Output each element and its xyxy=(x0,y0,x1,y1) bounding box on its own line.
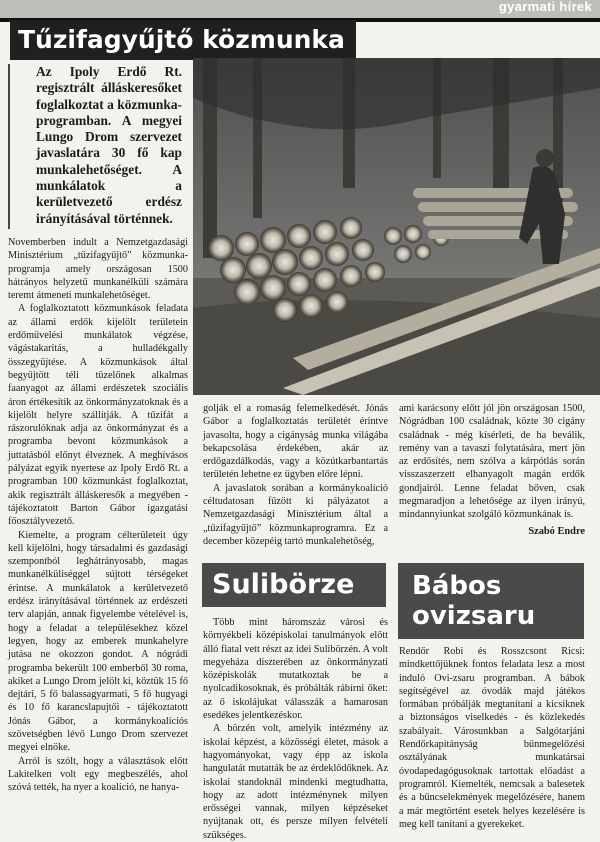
paragraph: Arról is szólt, hogy a választások előtt Lakitelken volt egy megbeszélés, ahol szóvá tették, ha nyer a koalíció, ne hanya- xyxy=(8,755,188,794)
paragraph: Novemberben indult a Nemzetgazdasági Minisztérium „tűzifagyűjtő” közmunka-programja amely országosan 1500 hátrányos helyzetű munkanélküli számára teremt átmeneti munkalehetőséget. xyxy=(8,237,188,302)
article-title-babos-ovizsaru xyxy=(398,563,584,639)
paragraph: golják el a romaság felemelkedését. Jónás Gábor a foglalkoztatás területét érintve javasolta, hogy a cigányság munka világába bekapcsolása érdekében, akár az erdőgazdálkodás, vagy a közútkarbantartás területén lehetne ez ügyben előre lépni. xyxy=(203,403,388,481)
paragraph: A foglalkoztatott közmunkások feladata az állami erdők kijelölt területein erdőművelési munkálatok végzése, vágástakarítás, a hulladékgally összegyűjtése. A közmunkások által begyűjtött téli tüzelőnek alkalmas faanyagot az állami erdészetek szociális áron értékesítik az önkormányzatoknak és a kijelölt helyre szállítják. A tűzifát a rászorulóknak adja az önkormányzat és a programba bevont közmunkások a juttatásból előnyt élveznek. A meghívásos pályázat egyik nyertese az Ipoly Erdő Rt. a programban 100 közmunkást foglalkoztat, akik regisztrált álláskeresők a megyében - tájékoztatott Barton Gábor igazgatási főosztályvezető. xyxy=(8,303,188,528)
article1-column-3 xyxy=(399,402,585,538)
article-photo xyxy=(193,58,600,395)
paragraph: Több mint háromszáz városi és környékbeli középiskolai tanulmányok előtt álló fiatal vett részt az idei Sulibörzén. A volt megyeháza díszterében az önkormányzati középiskolák mutatkoztak be a nyolcadikosoknak, és próbálták rábírni őket: az ő iskolájukat válasszák a hamarosan esedékes jelentkezéskor. xyxy=(203,617,388,722)
logs-photo-illustration xyxy=(193,58,600,395)
article-lead xyxy=(8,64,188,229)
top-bar xyxy=(0,0,600,18)
paragraph: Kiemelte, a program célterületeit úgy kell kijelölni, hogy társadalmi és gazdasági szempontból leghátrányosabb, magas munkanélküliséggel sújtott térségeket érintse. A munkálatok a kerületvezető erdész irányításával történnek az erdészeti terv alapján, annak figyelembe vételével is, hogy a feladat a településekhez közel legyen, hogy az emberek munkahelyre jutása ne okozzon gondot. A nógrádi programba bekerült 100 emberből 30 roma, akiket a Lungo Drom jelölt ki, köztük 15 fő dejtári, 5 fő balassagyarmati, 5 fő hugyagi és 10 fő karancslapujtői - tájékoztatott Jónás Gábor, a kormánykoalíciós szövetségben lévő Lungo Drom szervezet megyei elnöke. xyxy=(8,529,188,754)
paragraph: ami karácsony előtt jól jön országosan 1500, Nógrádban 100 családnak, közte 30 cigány családnak - még kísérleti, de ha beválik, remény van a tavaszi folytatására, mert jön az erdősítés, nem szólva a kárpótlás során visszaszerzett elhanyagolt magán erdők gondjairól. Lenne feladat bőven, csak megmaradjon a lehetősége az ilyen irányú, mindannyiunkat szolgáló közmunkának is. xyxy=(399,403,585,521)
article1-column-1 xyxy=(8,236,188,794)
article-title-suliborze: Sulibörze xyxy=(202,563,386,607)
article1-column-2 xyxy=(203,402,388,548)
paragraph: Rendőr Robi és Rosszcsont Ricsi: mindkettőjüknek fontos feladata lesz a most induló Ovi-zsaru programban. A bábok segítségével az óvodák majd játékos formában próbálják megtanítani a kicsiknek a biztonságos viselkedés - és közlekedés szabályait. Városunkban a Salgótarjáni Rendőrkapitányság bűnmegelőzési osztályának munkatársai óvodapedagógusoknak tartottak előadást a programról. Kiemelték, nemcsak a balesetek és a bűncselekmények megelőzésére, hanem a már megtörtént esetek helyes kezelésére is meg kell tanítani a gyerekeket. xyxy=(399,646,585,830)
article3-body xyxy=(399,645,585,831)
title-line: Bábos xyxy=(412,571,502,601)
author-signature: Szabó Endre xyxy=(528,525,585,537)
publication-brand: gyarmati hírek xyxy=(498,0,592,14)
article2-body xyxy=(203,616,388,842)
paragraph: A javaslatok sorában a kormánykoalíció céltudatosan fűzött ki pályázatot a Nemzetgazdasági Minisztérium által a „tűzifagyűjtő” közmunkaprogramra. Ez a december közepéig tartó munkalehetőség, xyxy=(203,482,388,547)
article-title-tuzifa: Tűzifagyűjtő közmunka xyxy=(10,20,356,60)
paragraph: A börzén volt, amelyik intézmény az iskolai képzést, a közösségi életet, mások a hagyományokat, vagy épp az iskola hangulatát mutatták be az érdeklődőknek. Az iskolai standoknál mindenki megtudhatta, hogy az adott intézménynek milyen erősségei vannak, milyen képzéseket nyújtanak ott, és persze milyen felvételi szükséges. xyxy=(203,723,388,841)
title-line: ovizsaru xyxy=(412,601,536,631)
lead-text: Az Ipoly Erdő Rt. regisztrált álláskeresőket foglalkoztat a közmunka-programban. A megyei Lungo Drom szervezet javaslatára 30 fő kap munkalehetőséget. A munkálatok a kerületvezető erdész irányításával történnek. xyxy=(36,64,182,226)
